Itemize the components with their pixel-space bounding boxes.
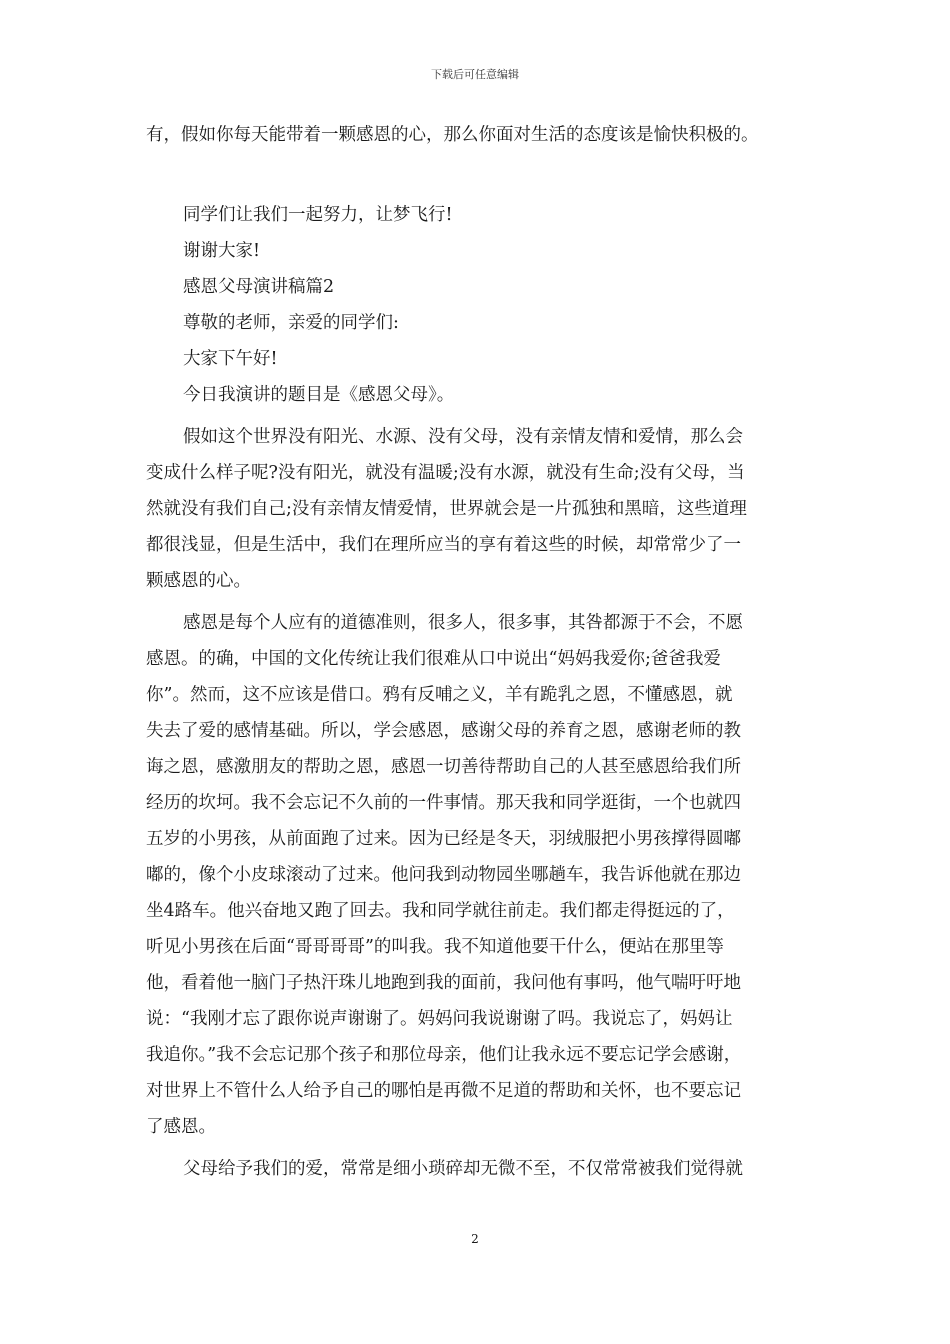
text-line: 同学们让我们一起努力，让梦飞行! xyxy=(183,205,453,225)
text-line: 对世界上不管什么人给予自己的哪怕是再微不足道的帮助和关怀，也不要忘记 xyxy=(146,1081,741,1101)
text-line: 你”。然而，这不应该是借口。鸦有反哺之义，羊有跪乳之恩，不懂感恩，就 xyxy=(146,685,733,705)
text-line: 诲之恩，感激朋友的帮助之恩，感恩一切善待帮助自己的人甚至感恩给我们所 xyxy=(146,757,741,777)
text-line: 经历的坎坷。我不会忘记不久前的一件事情。那天我和同学逛街，一个也就四 xyxy=(146,793,741,813)
page-header-note: 下载后可任意编辑 xyxy=(431,68,519,81)
text-line: 父母给予我们的爱，常常是细小琐碎却无微不至，不仅常常被我们觉得就 xyxy=(183,1159,743,1179)
text-line: 尊敬的老师，亲爱的同学们: xyxy=(183,313,399,333)
text-line: 谢谢大家! xyxy=(183,241,261,261)
text-line: 都很浅显，但是生活中，我们在理所应当的享有着这些的时候，却常常少了一 xyxy=(146,535,741,555)
section-heading: 感恩父母演讲稿篇2 xyxy=(183,277,335,297)
text-line: 感恩。的确，中国的文化传统让我们很难从口中说出“妈妈我爱你;爸爸我爱 xyxy=(146,649,721,669)
text-line: 失去了爱的感情基础。所以，学会感恩，感谢父母的养育之恩，感谢老师的教 xyxy=(146,721,741,741)
text-line: 颗感恩的心。 xyxy=(146,571,251,591)
text-line: 听见小男孩在后面“哥哥哥哥”的叫我。我不知道他要干什么，便站在那里等 xyxy=(146,937,724,957)
text-line: 感恩是每个人应有的道德准则，很多人，很多事，其咎都源于不会，不愿 xyxy=(183,613,743,633)
text-line: 假如这个世界没有阳光、水源、没有父母，没有亲情友情和爱情，那么会 xyxy=(183,427,743,447)
text-line: 大家下午好! xyxy=(183,349,278,369)
text-line: 有，假如你每天能带着一颗感恩的心，那么你面对生活的态度该是愉快积极的。 xyxy=(146,125,759,145)
text-line: 嘟的，像个小皮球滚动了过来。他问我到动物园坐哪趟车，我告诉他就在那边 xyxy=(146,865,741,885)
page-number: 2 xyxy=(471,1232,479,1246)
text-line: 了感恩。 xyxy=(146,1117,216,1137)
text-line: 说：“我刚才忘了跟你说声谢谢了。妈妈问我说谢谢了吗。我说忘了，妈妈让 xyxy=(146,1009,733,1029)
text-line: 坐4路车。他兴奋地又跑了回去。我和同学就往前走。我们都走得挺远的了， xyxy=(146,901,735,921)
text-line: 然就没有我们自己;没有亲情友情爱情，世界就会是一片孤独和黑暗，这些道理 xyxy=(146,499,747,519)
text-line: 变成什么样子呢?没有阳光，就没有温暖;没有水源，就没有生命;没有父母，当 xyxy=(146,463,745,483)
text-line: 我追你。”我不会忘记那个孩子和那位母亲，他们让我永远不要忘记学会感谢， xyxy=(146,1045,742,1065)
text-line: 今日我演讲的题目是《感恩父母》。 xyxy=(183,385,455,405)
text-line: 五岁的小男孩，从前面跑了过来。因为已经是冬天，羽绒服把小男孩撑得圆嘟 xyxy=(146,829,741,849)
text-line: 他，看着他一脑门子热汗珠儿地跑到我的面前，我问他有事吗，他气喘吁吁地 xyxy=(146,973,741,993)
